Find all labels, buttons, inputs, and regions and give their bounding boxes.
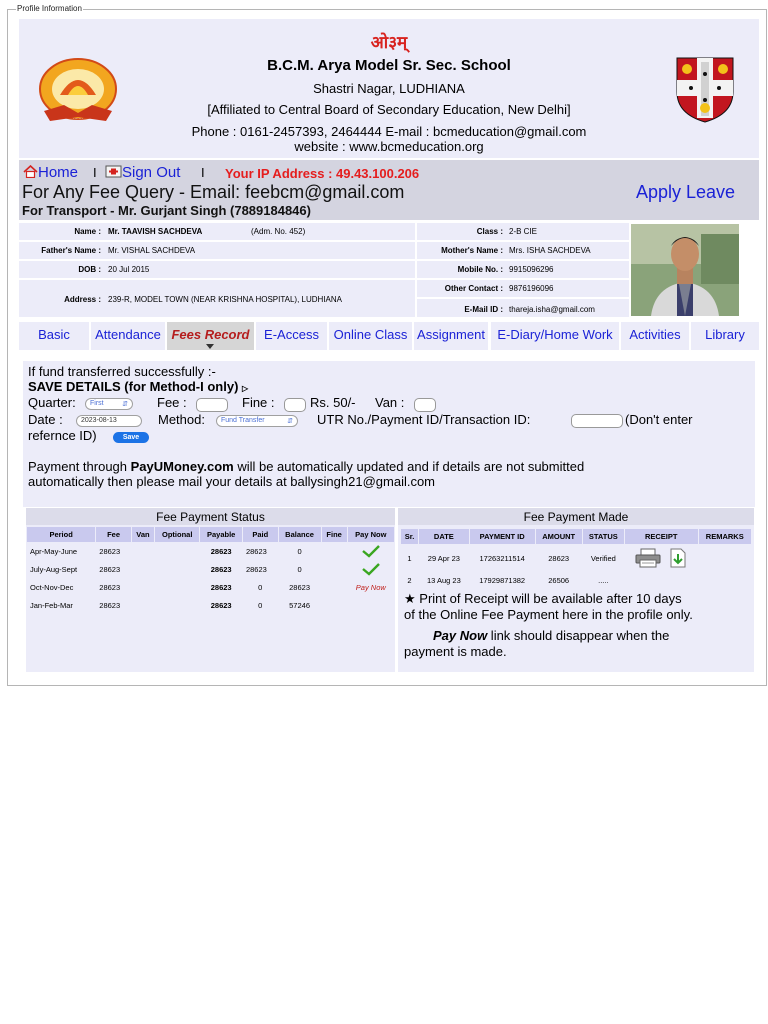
profile-tabs bbox=[19, 322, 759, 352]
payable-cell: 28623 bbox=[210, 601, 232, 610]
save-button[interactable]: Save bbox=[113, 432, 149, 443]
save-details-label: SAVE DETAILS (for Method-I only) bbox=[28, 379, 239, 394]
sign-out-icon bbox=[105, 165, 122, 178]
tab-attendance[interactable]: Attendance bbox=[91, 322, 165, 350]
mother-name: Mrs. ISHA SACHDEVA bbox=[509, 246, 591, 255]
school-contact: Phone : 0161-2457393, 2464444 E-mail : bcmeducation@gmail.com bbox=[191, 124, 587, 139]
payumoney-note bbox=[28, 459, 584, 474]
col-header: Period bbox=[27, 527, 95, 542]
fine-input[interactable] bbox=[284, 398, 306, 412]
paynow-note-line2: payment is made. bbox=[404, 644, 507, 659]
payable-cell: 28623 bbox=[210, 565, 232, 574]
utr-label: UTR No./Payment ID/Transaction ID: bbox=[317, 412, 531, 427]
tab-online-class[interactable]: Online Class bbox=[329, 322, 412, 350]
receipt-note-line2: of the Online Fee Payment here in the profile only. bbox=[404, 607, 693, 622]
printer-icon[interactable] bbox=[635, 548, 661, 568]
tab-basic[interactable]: Basic bbox=[19, 322, 89, 350]
col-header: Paid bbox=[243, 527, 278, 542]
tab-e-access[interactable]: E-Access bbox=[256, 322, 327, 350]
payment-id-cell: 17263211514 bbox=[479, 553, 525, 563]
profile-row-mother bbox=[417, 242, 629, 259]
table-header-row bbox=[401, 529, 751, 544]
email-label: E-Mail ID : bbox=[464, 305, 503, 314]
address-label: Address : bbox=[64, 295, 101, 304]
col-header: Sr. bbox=[401, 529, 418, 544]
table-row bbox=[27, 561, 394, 578]
col-header: Fee bbox=[96, 527, 131, 542]
school-address: Shastri Nagar, LUDHIANA bbox=[313, 81, 465, 96]
father-label: Father's Name : bbox=[41, 246, 101, 255]
tab-activities[interactable]: Activities bbox=[621, 322, 689, 350]
col-header: AMOUNT bbox=[536, 529, 582, 544]
payable-cell: 28623 bbox=[210, 547, 232, 556]
name-label: Name : bbox=[74, 227, 101, 236]
caret-down-icon bbox=[206, 344, 214, 349]
fee-status-title: Fee Payment Status bbox=[26, 508, 395, 525]
date-input[interactable]: 2023-08-13 bbox=[76, 415, 142, 427]
paynow-cell bbox=[348, 543, 394, 560]
method-value: Fund Transfer bbox=[221, 417, 265, 424]
school-name: B.C.M. Arya Model Sr. Sec. School bbox=[267, 57, 511, 74]
checkmark-icon bbox=[361, 562, 381, 576]
col-header: Optional bbox=[155, 527, 199, 542]
table-header-row bbox=[27, 527, 394, 542]
profile-row-other-contact bbox=[417, 280, 629, 297]
paid-cell: 0 bbox=[258, 583, 263, 592]
optional-cell bbox=[155, 597, 199, 614]
optional-cell bbox=[155, 561, 199, 578]
class-label: Class : bbox=[476, 227, 503, 236]
col-header: Fine bbox=[322, 527, 347, 542]
date-of-birth: 20 Jul 2015 bbox=[108, 265, 150, 274]
mobile-number: 9915096296 bbox=[509, 265, 554, 274]
col-header: Van bbox=[132, 527, 154, 542]
fee-cell: 28623 bbox=[99, 583, 121, 592]
school-header bbox=[19, 19, 759, 158]
balance-cell: 57246 bbox=[289, 601, 310, 610]
status-cell: Verified bbox=[590, 553, 616, 563]
col-header: Payable bbox=[200, 527, 242, 542]
table-row bbox=[401, 572, 751, 589]
dob-label: DOB : bbox=[78, 265, 101, 274]
optional-cell bbox=[155, 543, 199, 560]
profile-row-class bbox=[417, 223, 629, 240]
paid-cell: 28623 bbox=[245, 565, 267, 574]
date-cell: 13 Aug 23 bbox=[426, 576, 461, 585]
fine-cell bbox=[322, 597, 347, 614]
col-header: DATE bbox=[419, 529, 469, 544]
updown-icon: ⇵ bbox=[122, 401, 128, 408]
reference-note: refernce ID) bbox=[28, 428, 97, 443]
school-affiliation: [Affiliated to Central Board of Secondary Education, New Delhi] bbox=[207, 102, 571, 117]
home-label: Home bbox=[38, 164, 79, 181]
download-icon[interactable] bbox=[669, 548, 687, 568]
payment-made-table bbox=[400, 528, 752, 590]
student-address: 239-R, MODEL TOWN (NEAR KRISHNA HOSPITAL), LUDHIANA bbox=[108, 295, 342, 304]
paynow-note-rest: link should disappear when the bbox=[487, 628, 670, 643]
ip-address: Your IP Address : 49.43.100.206 bbox=[225, 166, 420, 181]
table-row bbox=[27, 579, 394, 596]
fine-cell bbox=[322, 561, 347, 578]
mother-label: Mother's Name : bbox=[441, 246, 503, 255]
fine-cell bbox=[322, 543, 347, 560]
sr-cell: 2 bbox=[407, 576, 412, 585]
amount-cell: 28623 bbox=[548, 553, 570, 563]
transport-contact: For Transport - Mr. Gurjant Singh (7889184846) bbox=[22, 203, 311, 218]
fieldset-legend: Profile Information bbox=[17, 4, 82, 13]
profile-row-name bbox=[19, 223, 415, 240]
table-row bbox=[27, 543, 394, 560]
remarks-cell bbox=[699, 545, 751, 571]
col-header: RECEIPT bbox=[625, 529, 698, 544]
profile-row-father bbox=[19, 242, 415, 259]
payment-mail-note: automatically then please mail your details at ballysingh21@gmail.com bbox=[28, 474, 436, 489]
col-header: Balance bbox=[279, 527, 321, 542]
father-name: Mr. VISHAL SACHDEVA bbox=[108, 246, 196, 255]
profile-row-dob bbox=[19, 261, 415, 278]
balance-cell: 0 bbox=[297, 547, 302, 556]
svg-text:.......: ....... bbox=[73, 115, 83, 121]
period-cell: Oct-Nov-Dec bbox=[30, 583, 74, 592]
tab-assignment[interactable]: Assignment bbox=[414, 322, 488, 350]
fine-cell bbox=[322, 579, 347, 596]
updown-icon: ⇵ bbox=[287, 418, 293, 425]
fee-cell: 28623 bbox=[99, 601, 121, 610]
nav-separator: I bbox=[93, 165, 97, 180]
balance-cell: 0 bbox=[297, 565, 302, 574]
method-label: Method: bbox=[158, 412, 205, 427]
home-icon bbox=[23, 165, 38, 178]
col-header: PAYMENT ID bbox=[470, 529, 535, 544]
tab-fees-record[interactable] bbox=[167, 322, 254, 350]
date-label: Date : bbox=[28, 412, 63, 427]
tab-fees-record-label: Fees Record bbox=[171, 327, 250, 342]
fee-payment-made-panel bbox=[398, 508, 754, 672]
payment-details-form bbox=[23, 361, 755, 507]
profile-row-email bbox=[417, 299, 629, 317]
student-name: Mr. TAAVISH SACHDEVA bbox=[108, 227, 203, 236]
receipt-note bbox=[404, 591, 682, 607]
payment-pre: Payment through bbox=[28, 459, 131, 474]
star-icon: ★ bbox=[404, 591, 416, 606]
table-row bbox=[27, 597, 394, 614]
apply-leave-link[interactable]: Apply Leave bbox=[636, 182, 736, 202]
fine-amount-label: Rs. 50/- bbox=[310, 395, 356, 410]
method-select[interactable] bbox=[216, 415, 298, 427]
fee-status-table bbox=[26, 526, 395, 615]
van-cell bbox=[132, 543, 154, 560]
fee-input[interactable] bbox=[196, 398, 228, 412]
utr-input[interactable] bbox=[571, 414, 623, 428]
period-cell: July-Aug-Sept bbox=[30, 565, 78, 574]
fee-payment-status-panel bbox=[26, 508, 395, 672]
dont-enter-note: (Don't enter bbox=[625, 412, 693, 427]
paid-cell: 28623 bbox=[245, 547, 267, 556]
home-link[interactable] bbox=[23, 164, 78, 181]
van-cell bbox=[132, 579, 154, 596]
admission-number: (Adm. No. 452) bbox=[251, 227, 306, 236]
sr-cell: 1 bbox=[407, 553, 412, 563]
fee-label: Fee : bbox=[157, 395, 187, 410]
payment-post: will be automatically updated and if details are not submitted bbox=[233, 459, 585, 474]
period-cell: Jan-Feb-Mar bbox=[30, 601, 73, 610]
receipt-cell bbox=[625, 572, 698, 589]
optional-cell bbox=[155, 579, 199, 596]
col-header: REMARKS bbox=[699, 529, 751, 544]
receipt-note-line1: Print of Receipt will be available after 10 days bbox=[419, 591, 682, 606]
checkmark-icon bbox=[361, 544, 381, 558]
fund-transfer-note: If fund transferred successfully :- bbox=[28, 364, 216, 379]
profile-row-mobile bbox=[417, 261, 629, 278]
paynow-cell bbox=[348, 561, 394, 578]
nav-separator: I bbox=[201, 165, 205, 180]
payment-made-title: Fee Payment Made bbox=[398, 508, 754, 525]
period-cell: Apr-May-June bbox=[30, 547, 78, 556]
balance-cell: 28623 bbox=[289, 583, 310, 592]
fee-cell: 28623 bbox=[99, 565, 121, 574]
van-input[interactable] bbox=[414, 398, 436, 412]
student-class: 2-B CIE bbox=[509, 227, 538, 236]
col-header: STATUS bbox=[583, 529, 624, 544]
triangle-right-icon: ▷ bbox=[242, 384, 249, 393]
school-website: website : www.bcmeducation.org bbox=[294, 139, 484, 154]
status-cell: ..... bbox=[598, 576, 609, 585]
payable-cell: 28623 bbox=[210, 583, 232, 592]
paynow-cell bbox=[348, 597, 394, 614]
quarter-value: First bbox=[90, 400, 104, 407]
van-cell bbox=[132, 597, 154, 614]
quarter-select[interactable] bbox=[85, 398, 133, 410]
pay-now-link[interactable]: Pay Now bbox=[355, 583, 386, 592]
paynow-note bbox=[433, 628, 669, 643]
quarter-label: Quarter: bbox=[28, 395, 76, 410]
other-contact-number: 9876196096 bbox=[509, 284, 554, 293]
om-symbol: ओ३म् bbox=[370, 33, 408, 53]
remarks-cell bbox=[699, 572, 751, 589]
tab-e-diary[interactable]: E-Diary/Home Work bbox=[491, 322, 619, 350]
payumoney-brand: PayUMoney.com bbox=[130, 459, 234, 474]
payment-id-cell: 17929871382 bbox=[479, 576, 526, 585]
navigation-strip bbox=[19, 160, 759, 220]
col-header: Pay Now bbox=[348, 527, 394, 542]
sign-out-link[interactable] bbox=[105, 164, 180, 181]
profile-row-address bbox=[19, 280, 415, 317]
date-cell: 29 Apr 23 bbox=[427, 553, 460, 563]
tab-library[interactable]: Library bbox=[691, 322, 759, 350]
van-cell bbox=[132, 561, 154, 578]
mobile-label: Mobile No. : bbox=[457, 265, 503, 274]
van-label: Van : bbox=[375, 395, 405, 410]
table-row bbox=[401, 545, 751, 571]
fine-label: Fine : bbox=[242, 395, 275, 410]
other-contact-label: Other Contact : bbox=[444, 284, 503, 293]
email-address: thareja.isha@gmail.com bbox=[509, 305, 595, 314]
paynow-note-em: Pay Now bbox=[433, 628, 488, 643]
amount-cell: 26506 bbox=[548, 576, 570, 585]
sign-out-label: Sign Out bbox=[122, 164, 181, 181]
student-photo bbox=[631, 224, 739, 316]
paid-cell: 0 bbox=[258, 601, 263, 610]
fee-cell: 28623 bbox=[99, 547, 121, 556]
fee-query-text: For Any Fee Query - Email: feebcm@gmail.com bbox=[22, 182, 405, 202]
receipt-cell bbox=[625, 545, 698, 571]
save-details-heading bbox=[28, 379, 248, 394]
